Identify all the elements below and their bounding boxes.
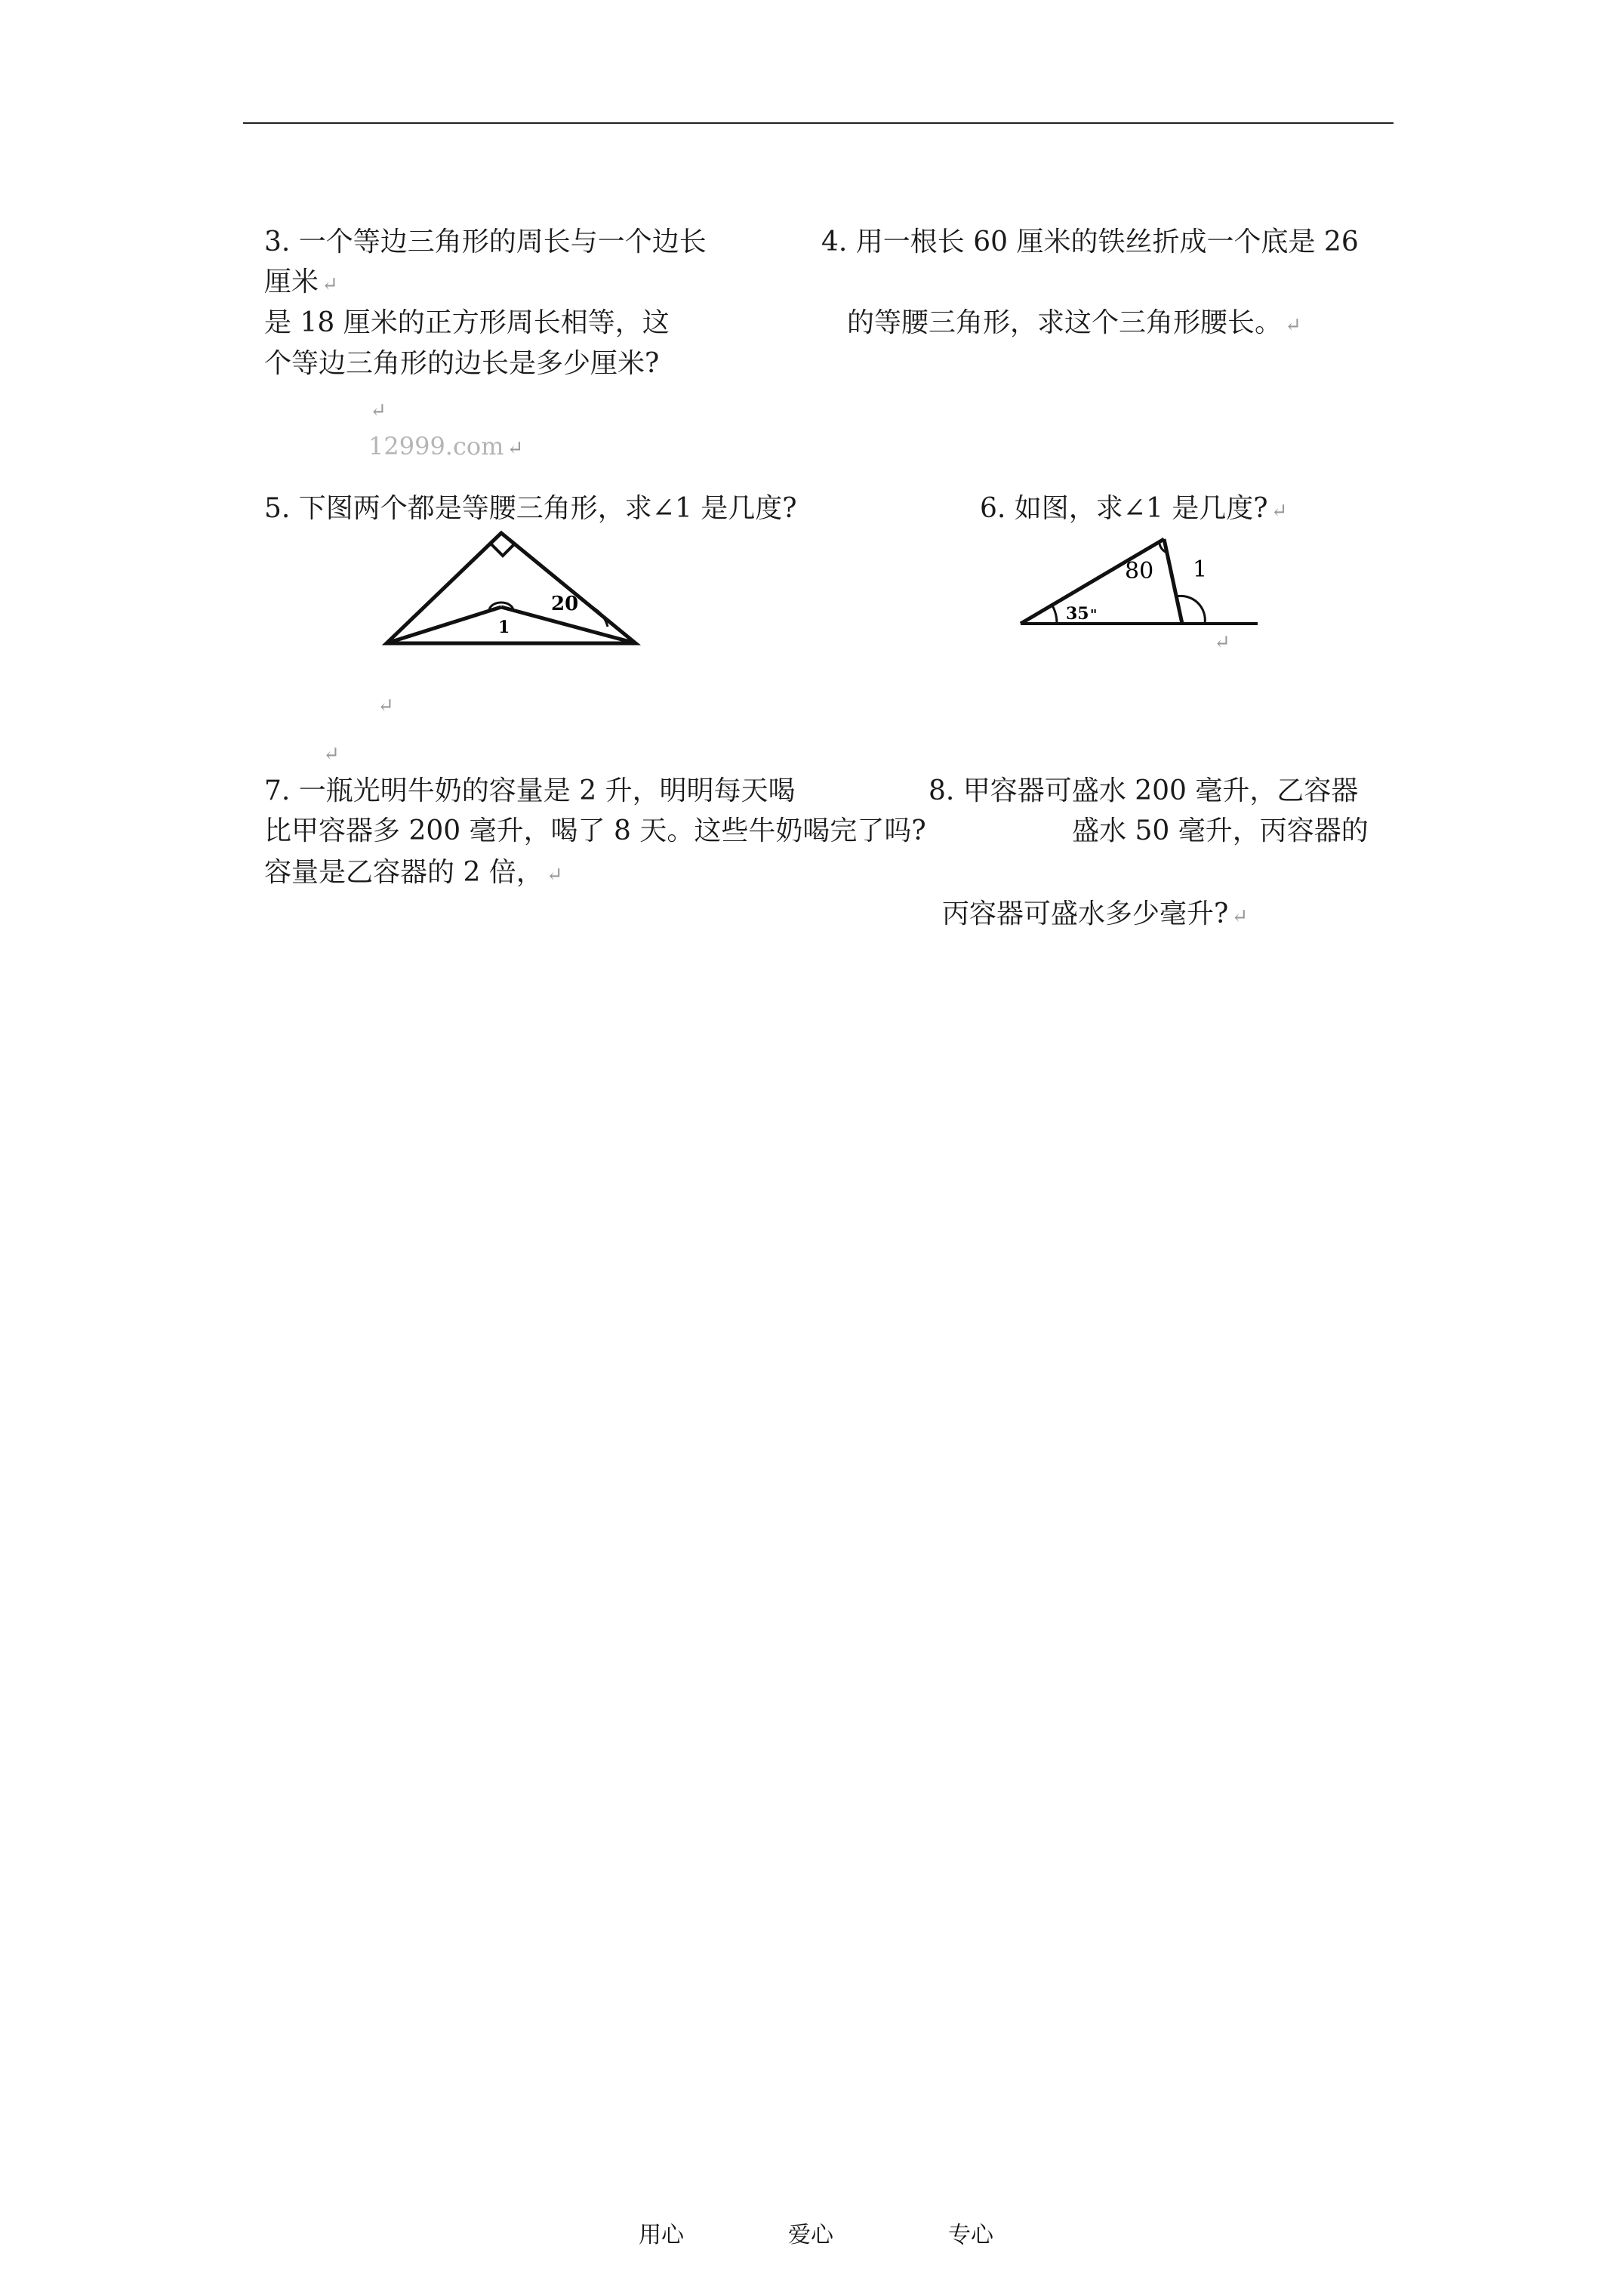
problem-8-line-3: 丙容器可盛水多少毫升? ↵ [942, 898, 1249, 929]
problem-4-line-1: 4. 用一根长 60 厘米的铁丝折成一个底是 26 [821, 227, 1359, 257]
problem-7-line-1: 7. 一瓶光明牛奶的容量是 2 升，明明每天喝 [264, 775, 796, 806]
blank-paragraph [374, 695, 394, 717]
angle-1-label: 1 [498, 618, 510, 637]
problem-6-figure [1012, 521, 1268, 649]
paragraph-mark-icon: ↵ [1285, 314, 1301, 337]
paragraph-mark-icon: ↵ [1270, 500, 1288, 522]
problem-3-line-4: 个等边三角形的边长是多少厘米? [264, 348, 660, 379]
right-angle-mark [491, 544, 515, 556]
watermark: 12999.com ↵ [368, 432, 524, 461]
problem-8-line-1: 8. 甲容器可盛水 200 毫升，乙容器 [929, 775, 1359, 806]
header-rule [243, 122, 1394, 124]
problem-5-line-1: 5. 下图两个都是等腰三角形，求∠1 是几度? [264, 493, 797, 524]
paragraph-mark-icon: ↵ [546, 864, 563, 886]
paragraph-mark-icon: ↵ [377, 695, 394, 717]
footer-text-c: 专心 [948, 2222, 993, 2248]
paragraph-mark-icon: ↵ [370, 399, 387, 422]
paragraph-mark-icon: ↵ [1231, 905, 1249, 928]
problem-3-line-2: 厘米 ↵ [264, 267, 338, 297]
problem-5-figure [377, 521, 649, 657]
problem-3-line-3: 是 18 厘米的正方形周长相等，这 [264, 307, 670, 338]
problem-4-line-2: 的等腰三角形，求这个三角形腰长。 ↵ [847, 307, 1301, 338]
degree-mark: " [1090, 607, 1098, 623]
problem-3-line-1: 3. 一个等边三角形的周长与一个边长 [264, 227, 707, 257]
angle-20-label: 20 [551, 593, 579, 615]
footer-text-b: 爱心 [788, 2222, 833, 2248]
problem-7-line-2: 比甲容器多 200 毫升，喝了 8 天。这些牛奶喝完了吗? [264, 815, 926, 846]
angle-35-arc [1052, 606, 1057, 624]
problem-8-line-2: 盛水 50 毫升，丙容器的 [1072, 815, 1369, 846]
paragraph-mark-icon: ↵ [507, 437, 524, 460]
figure-6-paragraph [1211, 631, 1230, 654]
problem-7-line-3: 容量是乙容器的 2 倍， ↵ [264, 857, 563, 888]
blank-paragraph [367, 389, 387, 430]
angle-35-label: 35 [1066, 604, 1089, 624]
paragraph-mark-icon: ↵ [1214, 631, 1230, 654]
paragraph-mark-icon: ↵ [323, 743, 340, 766]
angle-1-label: 1 [1193, 556, 1208, 583]
blank-paragraph [320, 743, 340, 766]
outer-isosceles-triangle [387, 533, 636, 643]
footer-text-a: 用心 [639, 2222, 684, 2248]
angle-80-label: 80 [1125, 558, 1154, 584]
paragraph-mark-icon: ↵ [322, 273, 338, 296]
problem-6-line-1: 6. 如图，求∠1 是几度? ↵ [980, 493, 1288, 524]
